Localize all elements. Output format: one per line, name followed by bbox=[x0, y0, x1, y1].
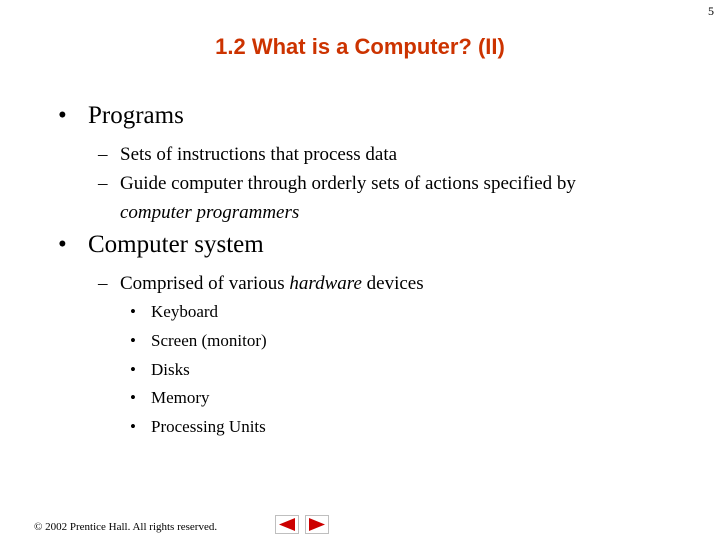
page-number: 5 bbox=[708, 4, 714, 18]
device-item bbox=[130, 331, 267, 351]
device-bullet: • bbox=[130, 360, 136, 379]
bullet-text: Computer system bbox=[88, 231, 264, 258]
device-bullet: • bbox=[130, 331, 136, 350]
device-text: Memory bbox=[151, 388, 210, 407]
italic-text: hardware bbox=[289, 273, 362, 294]
next-slide-icon bbox=[307, 517, 327, 532]
device-bullet: • bbox=[130, 302, 136, 321]
dash-marker: – bbox=[98, 144, 108, 165]
device-text: Screen (monitor) bbox=[151, 331, 267, 350]
previous-slide-button[interactable] bbox=[275, 515, 299, 534]
device-item bbox=[130, 388, 210, 408]
subitem-text-after: devices bbox=[361, 273, 424, 294]
slide-navigation bbox=[275, 515, 329, 534]
subitem-continuation bbox=[98, 198, 678, 227]
italic-text: computer programmers bbox=[120, 202, 300, 223]
device-bullet: • bbox=[130, 417, 136, 436]
device-text: Processing Units bbox=[151, 417, 266, 436]
bullet-marker: • bbox=[58, 102, 67, 129]
subitem-text-before: Comprised of various bbox=[120, 273, 290, 294]
device-text: Disks bbox=[151, 360, 190, 379]
previous-slide-icon bbox=[277, 517, 297, 532]
subitem-text: Sets of instructions that process data bbox=[120, 144, 398, 165]
device-text: Keyboard bbox=[151, 302, 219, 321]
dash-marker: – bbox=[98, 273, 108, 294]
copyright-footer: © 2002 Prentice Hall. All rights reserved. bbox=[34, 521, 218, 533]
subitem-guide-computer bbox=[98, 169, 678, 227]
device-item bbox=[130, 417, 266, 437]
device-item bbox=[130, 360, 190, 380]
subitem-hardware-devices bbox=[98, 269, 678, 298]
next-slide-button[interactable] bbox=[305, 515, 329, 534]
bullet-text: Programs bbox=[88, 102, 184, 129]
subitem-text: Guide computer through orderly sets of actions specified by bbox=[120, 173, 576, 194]
bullet-programs bbox=[58, 102, 184, 130]
slide-title: 1.2 What is a Computer? (II) bbox=[215, 34, 505, 59]
bullet-marker: • bbox=[58, 231, 67, 258]
device-bullet: • bbox=[130, 388, 136, 407]
device-item bbox=[130, 302, 218, 322]
subitem-sets-of-instructions bbox=[98, 140, 678, 169]
bullet-computer-system bbox=[58, 231, 264, 259]
dash-marker: – bbox=[98, 173, 108, 194]
